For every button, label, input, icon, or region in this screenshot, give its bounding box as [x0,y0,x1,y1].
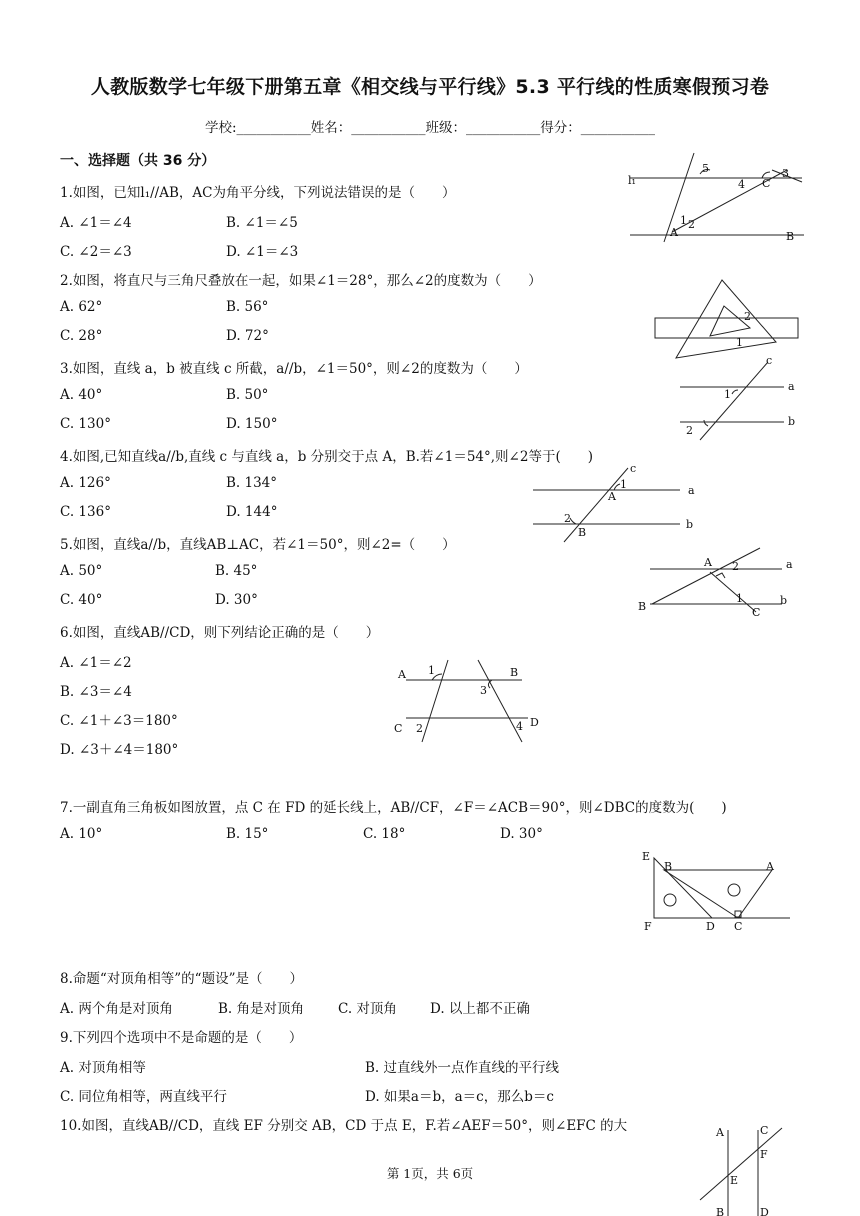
q3-option-d: D. 150° [226,416,278,432]
q3-option-b: B. 50° [226,387,269,403]
fig1-label-3: 3 [782,167,789,180]
fig5-label-2: 2 [732,560,739,573]
fig1-label-1: 1 [680,214,687,227]
q6-option-b: B. ∠3＝∠4 [60,684,132,700]
q4-option-b: B. 134° [226,475,278,491]
q3-option-a: A. 40° [60,387,103,403]
question-3-stem: 3.如图，直线 a，b 被直线 c 所截，a//b，∠1＝50°，则∠2的度数为（ ） [60,361,528,377]
q5-option-b: B. 45° [215,563,258,579]
q5-option-d: D. 30° [215,592,258,608]
fig4-label-2: 2 [564,512,571,525]
q8-option-b: B. 角是对顶角 [218,1001,305,1017]
q4-option-a: A. 126° [60,475,111,491]
fig1-label-2: 2 [688,218,695,231]
fig3-label-2: 2 [686,424,693,437]
fig5-label-1: 1 [736,592,743,605]
q4-option-d: D. 144° [226,504,278,520]
q8-option-a: A. 两个角是对顶角 [60,1001,173,1017]
figure-q1 [622,150,812,245]
question-10-stem: 10.如图，直线AB//CD，直线 EF 分别交 AB，CD 于点 E，F.若∠AEF＝50°，则∠EFC 的大 [60,1118,628,1134]
q6-option-d: D. ∠3＋∠4＝180° [60,742,179,758]
fig10-label-e: E [730,1174,739,1187]
q9-option-d: D. 如果a＝b，a＝c，那么b＝c [365,1089,554,1105]
fig4-label-a-point: A [608,490,616,503]
fig6-label-b: B [510,666,519,679]
figure-q3 [672,354,802,444]
q2-option-d: D. 72° [226,328,269,344]
fig5-label-a-line: a [786,558,793,571]
fig1-label-b: B [786,230,795,243]
fig1-label-l1: l₁ [628,174,636,187]
fig4-label-1: 1 [620,478,627,491]
fig6-label-d: D [530,716,539,729]
q2-option-a: A. 62° [60,299,103,315]
q4-option-c: C. 136° [60,504,111,520]
q7-option-d: D. 30° [500,826,543,842]
q8-option-c: C. 对顶角 [338,1001,397,1017]
fig5-label-a-point: A [704,556,712,569]
fig4-label-b-line: b [686,518,694,531]
q5-option-a: A. 50° [60,563,103,579]
q3-option-c: C. 130° [60,416,111,432]
fig3-label-a: a [788,380,795,393]
figure-q4 [528,462,698,542]
fig10-label-d: D [760,1206,769,1216]
fig4-label-c: c [630,462,637,475]
fig6-label-4: 4 [516,720,523,733]
fig3-label-b: b [788,415,796,428]
q1-option-c: C. ∠2＝∠3 [60,244,132,260]
fig6-label-a: A [398,668,406,681]
q5-option-c: C. 40° [60,592,103,608]
q2-option-c: C. 28° [60,328,103,344]
page-title: 人教版数学七年级下册第五章《相交线与平行线》5.3 平行线的性质寒假预习卷 [90,76,770,98]
fig7-label-b: B [664,860,673,873]
question-1-stem: 1.如图，已知l₁//AB，AC为角平分线，下列说法错误的是（ ） [60,185,456,201]
question-7-stem: 7.一副直角三角板如图放置，点 C 在 FD 的延长线上，AB//CF，∠F＝∠ACB＝90°，则∠DBC的度数为( ) [60,800,727,816]
question-2-stem: 2.如图，将直尺与三角尺叠放在一起，如果∠1＝28°，那么∠2的度数为（ ） [60,273,542,289]
q7-option-b: B. 15° [226,826,269,842]
question-6-stem: 6.如图，直线AB//CD，则下列结论正确的是（ ） [60,625,380,641]
fig1-label-c: C [762,177,771,190]
question-5-stem: 5.如图，直线a//b，直线AB⊥AC，若∠1＝50°，则∠2=（ ） [60,537,456,553]
q6-option-a: A. ∠1＝∠2 [60,655,132,671]
q9-option-a: A. 对顶角相等 [60,1060,146,1076]
fig5-label-b-point: B [638,600,647,613]
q1-option-d: D. ∠1＝∠3 [226,244,299,260]
fig1-label-5: 5 [702,162,709,175]
fig4-label-b-point: B [578,526,587,539]
fig6-label-c: C [394,722,403,735]
q9-option-c: C. 同位角相等，两直线平行 [60,1089,227,1105]
fig7-label-e: E [642,850,651,863]
q7-option-c: C. 18° [363,826,406,842]
page-footer: 第 1页，共 6页 [386,1166,474,1181]
fig6-label-3: 3 [480,684,487,697]
question-4-stem: 4.如图,已知直线a//b,直线 c 与直线 a，b 分别交于点 A，B.若∠1＝54°,则∠2等于( ) [60,449,593,465]
q8-option-d: D. 以上都不正确 [430,1001,530,1017]
fig7-label-c: C [734,920,743,933]
student-info-line: 学校:___________姓名：___________班级：___________得分：___________ [204,120,656,136]
figure-q5 [632,540,802,620]
fig10-label-f: F [760,1148,768,1161]
q9-option-b: B. 过直线外一点作直线的平行线 [365,1060,560,1076]
fig6-label-1: 1 [428,664,435,677]
q6-option-c: C. ∠1＋∠3＝180° [60,713,178,729]
fig1-label-a: A [670,226,678,239]
fig2-label-1: 1 [736,336,743,349]
fig10-label-c: C [760,1124,769,1137]
figure-q7 [640,848,795,934]
figure-q2 [652,276,802,366]
fig1-label-4: 4 [738,178,745,191]
q1-option-a: A. ∠1＝∠4 [60,215,132,231]
fig10-label-a: A [716,1126,724,1139]
q1-option-b: B. ∠1＝∠5 [226,215,298,231]
q2-option-b: B. 56° [226,299,269,315]
question-9-stem: 9.下列四个选项中不是命题的是（ ） [60,1030,303,1046]
fig5-label-b-line: b [780,594,788,607]
section-heading: 一、选择题（共 36 分） [60,153,216,169]
fig3-label-c: c [766,354,773,367]
fig5-label-c-point: C [752,606,761,619]
fig7-label-d: D [706,920,715,933]
question-8-stem: 8.命题“对顶角相等”的“题设”是（ ） [60,971,303,987]
fig10-label-b: B [716,1206,725,1216]
figure-q6 [392,656,552,748]
fig6-label-2: 2 [416,722,423,735]
q7-option-a: A. 10° [60,826,103,842]
fig3-label-1: 1 [724,388,731,401]
fig7-label-a: A [766,860,774,873]
fig7-label-f: F [644,920,652,933]
fig2-label-2: 2 [744,310,751,323]
fig4-label-a-line: a [688,484,695,497]
